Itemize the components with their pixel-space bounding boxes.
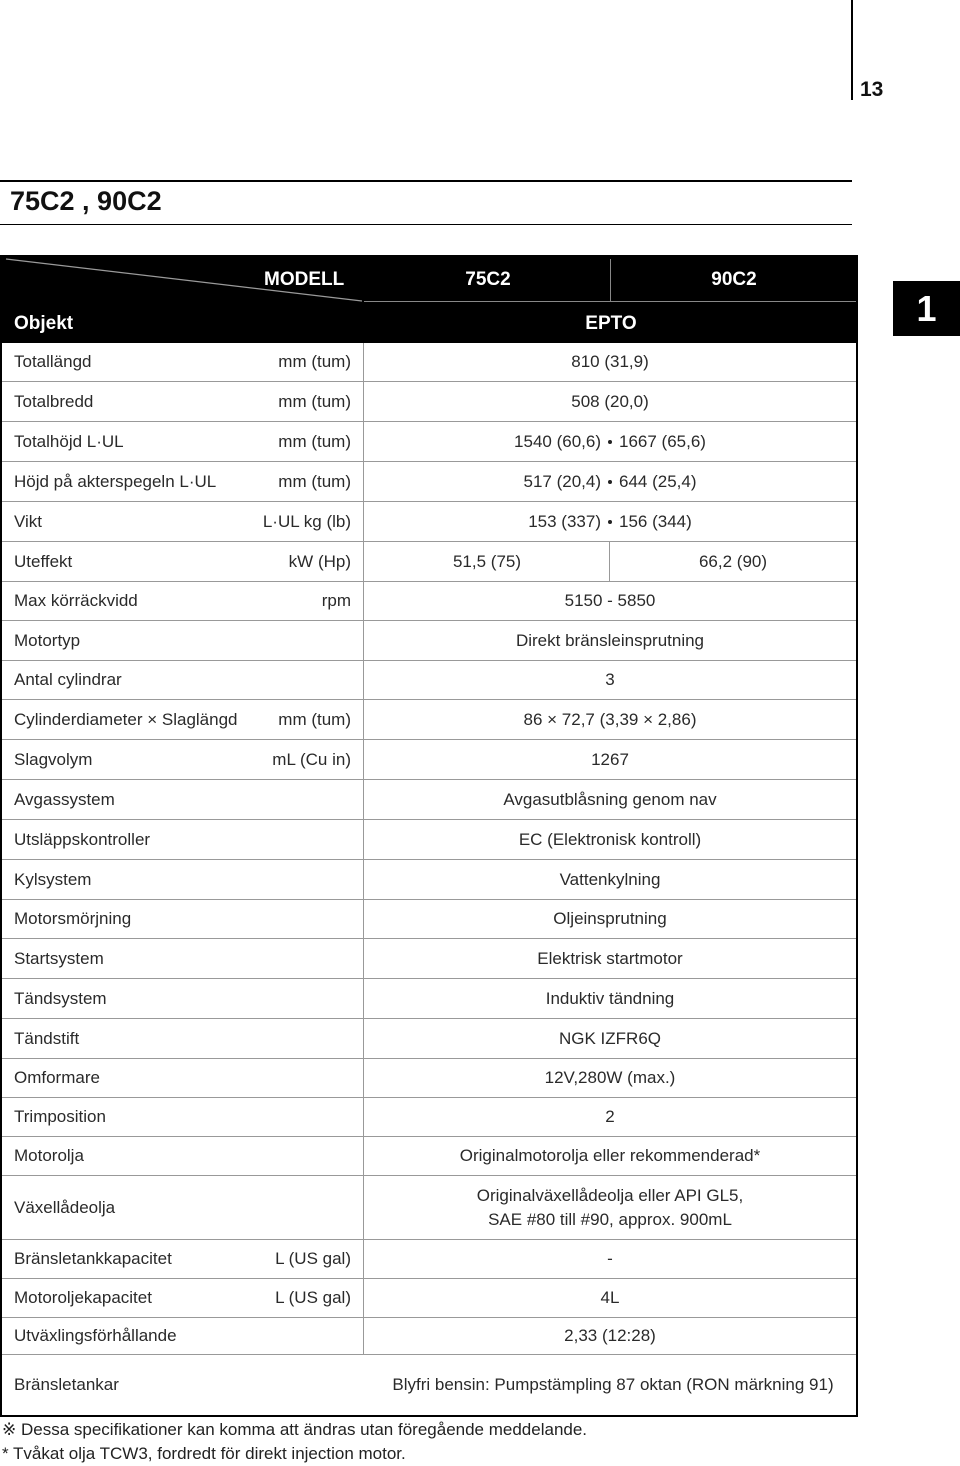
spec-value: 508 (20,0)	[571, 391, 649, 411]
spec-item-label: Motoroljekapacitet	[14, 1288, 152, 1307]
spec-value: Direkt bränsleinsprutning	[515, 630, 705, 650]
spec-value-75c2: 1540 (60,6)	[514, 431, 601, 451]
spec-item-label: Uteffekt	[14, 551, 73, 571]
spec-item-label: Vikt	[14, 511, 43, 531]
spec-item-label: Kylsystem	[14, 869, 92, 889]
spec-value-75c2: 517 (20,4)	[523, 471, 601, 491]
table-row	[2, 661, 856, 700]
header-model-75c2: 75C2	[465, 269, 511, 290]
table-row	[2, 582, 856, 621]
table-row	[2, 740, 856, 780]
header-model-separator	[610, 259, 611, 301]
spec-item-label: Startsystem	[14, 948, 104, 968]
spec-item-label: Max körräckvidd	[14, 591, 138, 610]
table-row	[2, 979, 856, 1019]
table-row	[2, 382, 856, 422]
spec-item-label: Totallängd	[14, 352, 92, 371]
bullet-separator	[608, 480, 612, 484]
table-row	[2, 621, 856, 661]
header-model-90c2: 90C2	[711, 269, 757, 290]
spec-unit: L (US gal)	[275, 1249, 351, 1268]
spec-unit: mm (tum)	[278, 352, 351, 371]
spec-value: 1267	[591, 749, 629, 769]
spec-value: -	[607, 1249, 613, 1268]
spec-unit: mL (Cu in)	[272, 749, 351, 769]
spec-value: EC (Elektronisk kontroll)	[518, 829, 702, 849]
spec-value-line: SAE #80 till #90, approx. 900mL	[488, 1209, 732, 1229]
spec-unit: L·UL kg (lb)	[262, 511, 351, 531]
spec-value-75c2: 51,5 (75)	[452, 551, 522, 571]
header-modell: MODELL	[264, 269, 345, 290]
table-row	[2, 1059, 856, 1098]
spec-value	[364, 462, 856, 501]
spec-value	[364, 502, 856, 541]
spec-item-label: Antal cylindrar	[14, 670, 122, 689]
spec-value: 2,33 (12:28)	[564, 1326, 656, 1345]
spec-value-90c2: 156 (344)	[619, 511, 692, 531]
spec-unit: mm (tum)	[278, 431, 351, 451]
spec-item-label: Höjd på akterspegeln L·UL	[14, 471, 217, 491]
spec-value: Avgasutblåsning genom nav	[503, 789, 717, 809]
page-margin-rule	[851, 0, 853, 100]
table-row	[2, 1318, 856, 1355]
spec-unit: mm (tum)	[278, 471, 351, 491]
spec-item-label: Trimposition	[14, 1107, 106, 1126]
spec-value: Vattenkylning	[559, 869, 661, 889]
spec-value	[364, 1176, 856, 1239]
spec-item-label: Omformare	[14, 1068, 100, 1087]
table-row	[2, 1019, 856, 1059]
table-header	[2, 257, 856, 343]
spec-value: Oljeinsprutning	[553, 909, 667, 928]
spec-item-label: Cylinderdiameter × Slaglängd	[14, 709, 238, 729]
table-row	[2, 1279, 856, 1318]
spec-item-label: Motortyp	[14, 630, 81, 650]
title-rule-top	[0, 180, 852, 182]
spec-table	[0, 255, 858, 1417]
table-row	[2, 343, 856, 382]
spec-value: 810 (31,9)	[571, 352, 649, 371]
spec-value: 12V,280W (max.)	[544, 1068, 676, 1087]
spec-value: 4L	[600, 1288, 620, 1307]
table-row	[2, 1240, 856, 1279]
spec-value: Induktiv tändning	[545, 988, 675, 1008]
spec-item-label: Motorsmörjning	[14, 909, 132, 928]
header-row-separator	[364, 301, 856, 302]
spec-unit: kW (Hp)	[288, 551, 351, 571]
spec-value: Blyfri bensin: Pumpstämpling 87 oktan (RON märkning 91)	[392, 1375, 834, 1394]
spec-value-90c2: 66,2 (90)	[698, 551, 768, 571]
spec-item-label: Bränsletankar	[14, 1375, 119, 1394]
spec-item-label: Motorolja	[14, 1146, 84, 1165]
footnote-oil: * Tvåkat olja TCW3, fordredt för direkt injection motor.	[2, 1444, 406, 1463]
table-row	[2, 1098, 856, 1137]
bullet-separator	[608, 520, 612, 524]
table-row	[2, 502, 856, 542]
header-variant-epto: EPTO	[585, 313, 637, 334]
spec-value: NGK IZFR6Q	[558, 1028, 661, 1048]
spec-unit: rpm	[321, 591, 351, 610]
table-row	[2, 939, 856, 979]
spec-item-label: Utsläppskontroller	[14, 829, 151, 849]
spec-item-label: Utväxlingsförhållande	[14, 1326, 177, 1345]
table-row	[2, 780, 856, 820]
spec-value: 86 × 72,7 (3,39 × 2,86)	[523, 709, 697, 729]
table-row	[2, 542, 856, 582]
spec-item-label: Tändsystem	[14, 988, 107, 1008]
page-number: 13	[860, 78, 884, 101]
spec-item-label: Avgassystem	[14, 789, 115, 809]
spec-item-label: Totalhöjd L·UL	[14, 431, 124, 451]
spec-unit: mm (tum)	[278, 709, 351, 729]
table-row	[2, 1176, 856, 1240]
spec-item-label: Tändstift	[14, 1028, 80, 1048]
spec-value: Elektrisk startmotor	[537, 948, 683, 968]
spec-item-label: Slagvolym	[14, 749, 93, 769]
table-row	[2, 1137, 856, 1176]
title-rule-bottom	[0, 224, 852, 225]
spec-value: 3	[605, 670, 615, 689]
chapter-tab: 1	[893, 281, 960, 336]
spec-item-label: Totalbredd	[14, 391, 94, 411]
spec-value-75c2: 153 (337)	[528, 511, 601, 531]
spec-unit: L (US gal)	[275, 1288, 351, 1307]
table-row	[2, 422, 856, 462]
table-row	[2, 820, 856, 860]
spec-unit: mm (tum)	[278, 391, 351, 411]
table-row	[2, 700, 856, 740]
page-title: 75C2 , 90C2	[10, 186, 162, 216]
bullet-separator	[608, 440, 612, 444]
table-row	[2, 1355, 856, 1415]
table-row	[2, 860, 856, 900]
spec-value: Originalmotorolja eller rekommenderad*	[459, 1146, 761, 1165]
spec-value-line: Originalväxellådeolja eller API GL5,	[476, 1185, 744, 1205]
spec-value-90c2: 644 (25,4)	[619, 471, 697, 491]
footnote-disclaimer: ※ Dessa specifikationer kan komma att ändras utan föregående meddelande.	[2, 1420, 588, 1439]
spec-item-label: Växellådeolja	[14, 1197, 116, 1217]
spec-item-label: Bränsletankkapacitet	[14, 1249, 172, 1268]
table-row	[2, 900, 856, 939]
table-row	[2, 462, 856, 502]
spec-value	[364, 422, 856, 461]
spec-value: 5150 - 5850	[564, 591, 656, 610]
spec-value-90c2: 1667 (65,6)	[619, 431, 706, 451]
spec-value: 2	[605, 1107, 615, 1126]
header-objekt: Objekt	[14, 313, 74, 334]
